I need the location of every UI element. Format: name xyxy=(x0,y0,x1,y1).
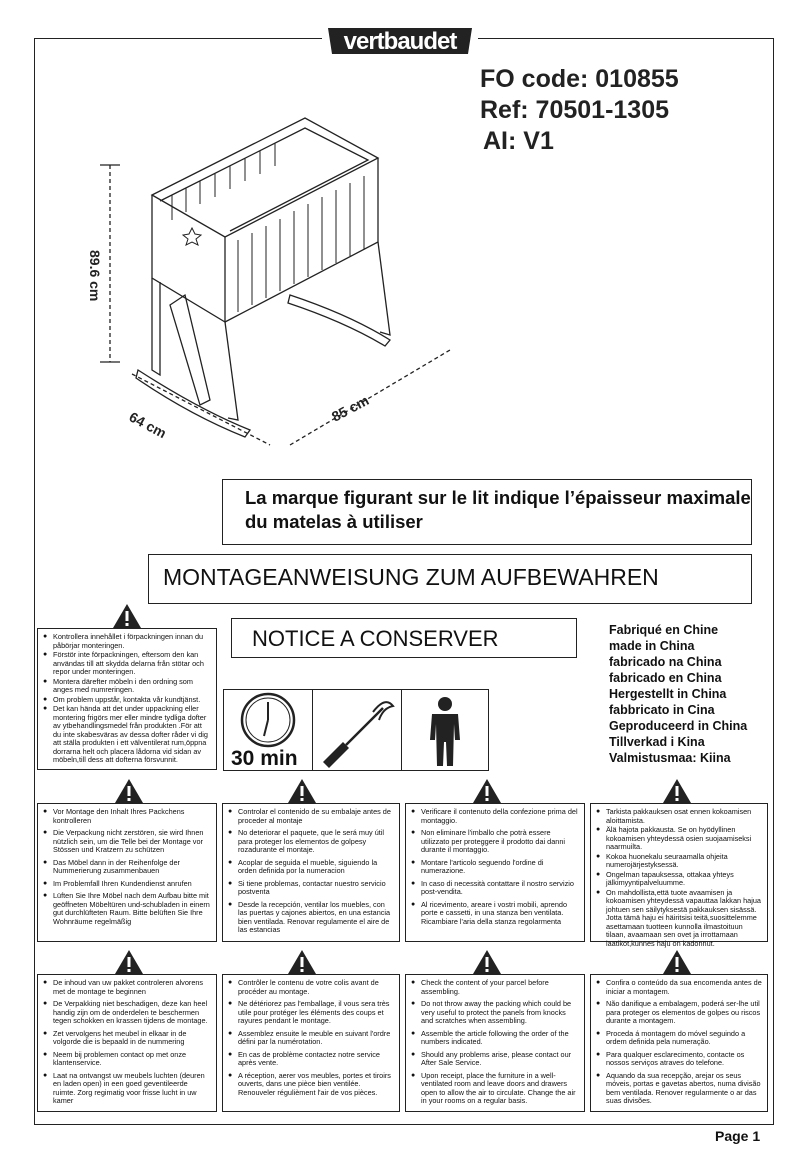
one-person-icon xyxy=(402,690,488,770)
list-item: ● On mahdollista,että tuote avaamisen ja kokoamisen yhteydessä vapauttaa lakkan hajua johtuen sen säilytyksestä pakkauksen sisässä. Jotta tämä haju ei häiritsisi teitä,suosittelemme asettamaan tuotteen kunnolla ilmastoituun tilaan, avaamaan sen ovet ja irrottamaan laatikot,kunnes haju on kadonnut. xyxy=(606,889,762,949)
origin-list xyxy=(609,622,747,766)
brand-logo xyxy=(322,22,478,60)
list-item: ● Det kan hända att det under uppackning eller montering frigörs mer eller mindre tydliga dofter av ytbehandlingsmedel från produkten .För att du inte skabesväras av dessa dofter råder vi dig att ställa produkten i ett välventilerat rum,öppna dorrarna helt och placera lådorna vid sidan av möbeln,till dess att dofterna försvunnit. xyxy=(53,705,211,765)
list-item: ● Aquando da sua recepção, arejar os seus móveis, portas e gavetas abertos, numa divisão bem ventilada. Renover regularmente o ar das suas divisões. xyxy=(606,1072,762,1106)
list-item: ● Contrôler le contenu de votre colis avant de procéder au montage. xyxy=(238,979,394,996)
width-label: 85 cm xyxy=(328,391,372,425)
origin-sv: Tillverkad i Kina xyxy=(609,735,705,749)
list-item: ● Die Verpackung nicht zerstören, sie wird Ihnen nützlich sein, um die Telle bei der Montage vor Stössen und Kratzern zu schützen xyxy=(53,829,211,855)
list-item: ● Älä hajota pakkausta. Se on hyödyllinen kokoamisen yhteydessä osien suojaamiseksi naarmuilta. xyxy=(606,826,762,852)
list-item: ● Assemble the article following the order of the numbers indicated. xyxy=(421,1030,579,1047)
list-item: ● De inhoud van uw pakket controleren alvorens met de montage te beginnen xyxy=(53,979,211,996)
origin-de: Hergestellt in China xyxy=(609,687,727,701)
warning-icon xyxy=(114,778,144,804)
title-german: MONTAGEANWEISUNG ZUM AUFBEWAHREN xyxy=(148,554,752,604)
person-cell xyxy=(401,689,489,771)
list-item: ● Should any problems arise, please contact our After Sale Service. xyxy=(421,1051,579,1068)
warning-box-es xyxy=(222,803,400,942)
warning-icon xyxy=(112,603,142,629)
origin-fi: Valmistusmaa: Kiina xyxy=(609,751,731,765)
list-item: ● Montare l'articolo seguendo l'ordine di numerazione. xyxy=(421,859,579,876)
mattress-notice: La marque figurant sur le lit indique l’épaisseur maximale du matelas à utiliser xyxy=(222,479,752,545)
warning-box-sv xyxy=(37,628,217,770)
origin-en: made in China xyxy=(609,639,695,653)
list-item: ● Proceda á montagem do móvel seguindo a ordem definida pela numeração. xyxy=(606,1030,762,1047)
list-item: ● Non eliminare l'imballo che potrà essere utilizzato per proteggere il prodotto dai danni durante il montaggio. xyxy=(421,829,579,855)
list-item: ● Om problem uppstår, kontakta vår kundtjänst. xyxy=(53,696,211,705)
assembly-info-icons xyxy=(223,689,489,771)
list-item: ● Ongelman tapauksessa, ottakaa yhteys jälkimyyntipalveluumme. xyxy=(606,871,762,888)
cradle-illustration xyxy=(60,100,480,470)
list-item: ● Tarkista pakkauksen osat ennen kokoamisen aloittamista. xyxy=(606,808,762,825)
list-item: ● Controlar el contenido de su embalaje antes de proceder al montaje xyxy=(238,808,394,825)
list-item: ● Check the content of your parcel before assembling. xyxy=(421,979,579,996)
list-item: ● Laat na ontvangst uw meubels luchten (deuren en laden open) in een goed geventileerde ruimte. Zorg regimatig voor frisse lucht in uw kamer xyxy=(53,1072,211,1106)
warning-box-en xyxy=(405,974,585,1112)
product-codes xyxy=(480,64,679,157)
warning-icon xyxy=(287,949,317,975)
screwdriver-icon xyxy=(313,690,401,770)
list-item: ● Não danifique a embalagem, poderá ser-lhe util para proteger os elementos de golpes ou riscos durante a montagem. xyxy=(606,1000,762,1026)
list-item: ● Zet vervolgens het meubel in elkaar in de volgorde die is bepaald in de nummering xyxy=(53,1030,211,1047)
list-item: ● Para qualquer esclarecimento, contacte os nossos serviços atraves do telefone. xyxy=(606,1051,762,1068)
list-item: ● Assemblez ensuite le meuble en suivant l'ordre défini par la numérotation. xyxy=(238,1030,394,1047)
brand-name: vertbaudet xyxy=(343,28,457,55)
list-item: ● Montera därefter möbeln i den ordning som anges med numreringen. xyxy=(53,678,211,695)
list-item: ● Kontrollera innehållet i förpackningen innan du påbörjar monteringen. xyxy=(53,633,211,650)
origin-pt: fabricado na China xyxy=(609,655,722,669)
warning-icon xyxy=(472,778,502,804)
list-item: ● Verificare il contenuto della confezione prima del montaggio. xyxy=(421,808,579,825)
list-item: ● Neem bij problemen contact op met onze klantenservice. xyxy=(53,1051,211,1068)
list-item: ● Acoplar de seguida el mueble, siguiendo la orden definida por la numeracion xyxy=(238,859,394,876)
warning-icon xyxy=(662,778,692,804)
list-item: ● Lüften Sie Ihre Möbel nach dem Aufbau bitte mit geöffneten Möbeltüren und-schubladen in einern gut durchlüfteten Raum. Bitte belüften Sie Ihre Wohnräume regelmäßig xyxy=(53,892,211,926)
fo-code: FO code: 010855 xyxy=(480,65,679,93)
title-french: NOTICE A CONSERVER xyxy=(231,618,577,658)
warning-icon xyxy=(662,949,692,975)
list-item: ● De Verpakking niet beschadigen, deze kan heel handig zijn om de onderdelen te beschermen tegen schokken en krassen tijdens de montage. xyxy=(53,1000,211,1026)
warning-icon xyxy=(114,949,144,975)
clock-icon xyxy=(224,690,312,750)
width-dimension-line xyxy=(290,350,450,445)
warning-box-fr xyxy=(222,974,400,1112)
origin-it: fabbricato in Cina xyxy=(609,703,715,717)
list-item: ● Confira o conteúdo da sua encomenda antes de iniciar a montagem. xyxy=(606,979,762,996)
list-item: ● Kokoa huonekalu seuraamalla ohjeita numerojärjestyksessä. xyxy=(606,853,762,870)
origin-fr: Fabriqué en Chine xyxy=(609,623,719,637)
warning-box-it xyxy=(405,803,585,942)
list-item: ● No deteriorar el paquete, que le será muy útil para proteger los elementos de golpesy rozadurante el montaje. xyxy=(238,829,394,855)
list-item: ● Ne détériorez pas l'emballage, il vous sera très utile pour protéger les éléments des coups et rayures pendant le montage. xyxy=(238,1000,394,1026)
warning-box-fi xyxy=(590,803,768,948)
list-item: ● Förstör inte förpackningen, eftersom den kan användas till att skydda delarna från stötar och repor under monteringen. xyxy=(53,651,211,677)
warning-box-nl xyxy=(37,974,217,1112)
list-item: ● A réception, aerer vos meubles, portes et tiroirs ouverts, dans une pièce bien ventilée. Renouveler régulièment l'air de vos pièces. xyxy=(238,1072,394,1098)
list-item: ● En cas de problème contactez notre service après vente. xyxy=(238,1051,394,1068)
page-number: Page 1 xyxy=(715,1128,761,1144)
warning-box-de xyxy=(37,803,217,942)
time-label: 30 min xyxy=(231,747,298,770)
time-cell xyxy=(223,689,313,771)
list-item: ● Im Problemfall Ihren Kundendienst anrufen xyxy=(53,880,211,889)
list-item: ● Desde la recepción, ventilar los muebles, con las puertas y cajones abiertos, en una estancia bien ventilada. Renovar regulamente el aire de las estancias xyxy=(238,901,394,935)
origin-es: fabricado en China xyxy=(609,671,722,685)
list-item: ● Upon receipt, place the furniture in a well-ventilated room and leave doors and drawers open to allow the air to circulate. Change the air in your rooms on a regular basis. xyxy=(421,1072,579,1106)
warning-icon xyxy=(287,778,317,804)
origin-nl: Geproduceerd in China xyxy=(609,719,748,733)
list-item: ● Das Möbel dann in der Reihenfolge der Nummerierung zusammenbauen xyxy=(53,859,211,876)
list-item: ● Do not throw away the packing which could be very useful to protect the panels from knocks and scratches when assembling. xyxy=(421,1000,579,1026)
list-item: ● Vor Montage den Inhalt Ihres Packchens kontrolleren xyxy=(53,808,211,825)
list-item: ● Al ricevimento, areare i vostri mobili, aprendo porte e cassetti, in una stanza ben ventilata. Ricambiare l'aria della stanza regolarmenta xyxy=(421,901,579,927)
height-label: 89.6 cm xyxy=(87,250,103,302)
list-item: ● Si tiene problemas, contactar nuestro servicio postventa xyxy=(238,880,394,897)
warning-box-pt xyxy=(590,974,768,1112)
tool-cell xyxy=(312,689,402,771)
ai-code: AI: V1 xyxy=(483,127,554,155)
ref-code: Ref: 70501-1305 xyxy=(480,96,670,124)
list-item: ● In caso di necessità contattare il nostro servizio post-vendita. xyxy=(421,880,579,897)
depth-label: 64 cm xyxy=(126,408,170,442)
warning-icon xyxy=(472,949,502,975)
